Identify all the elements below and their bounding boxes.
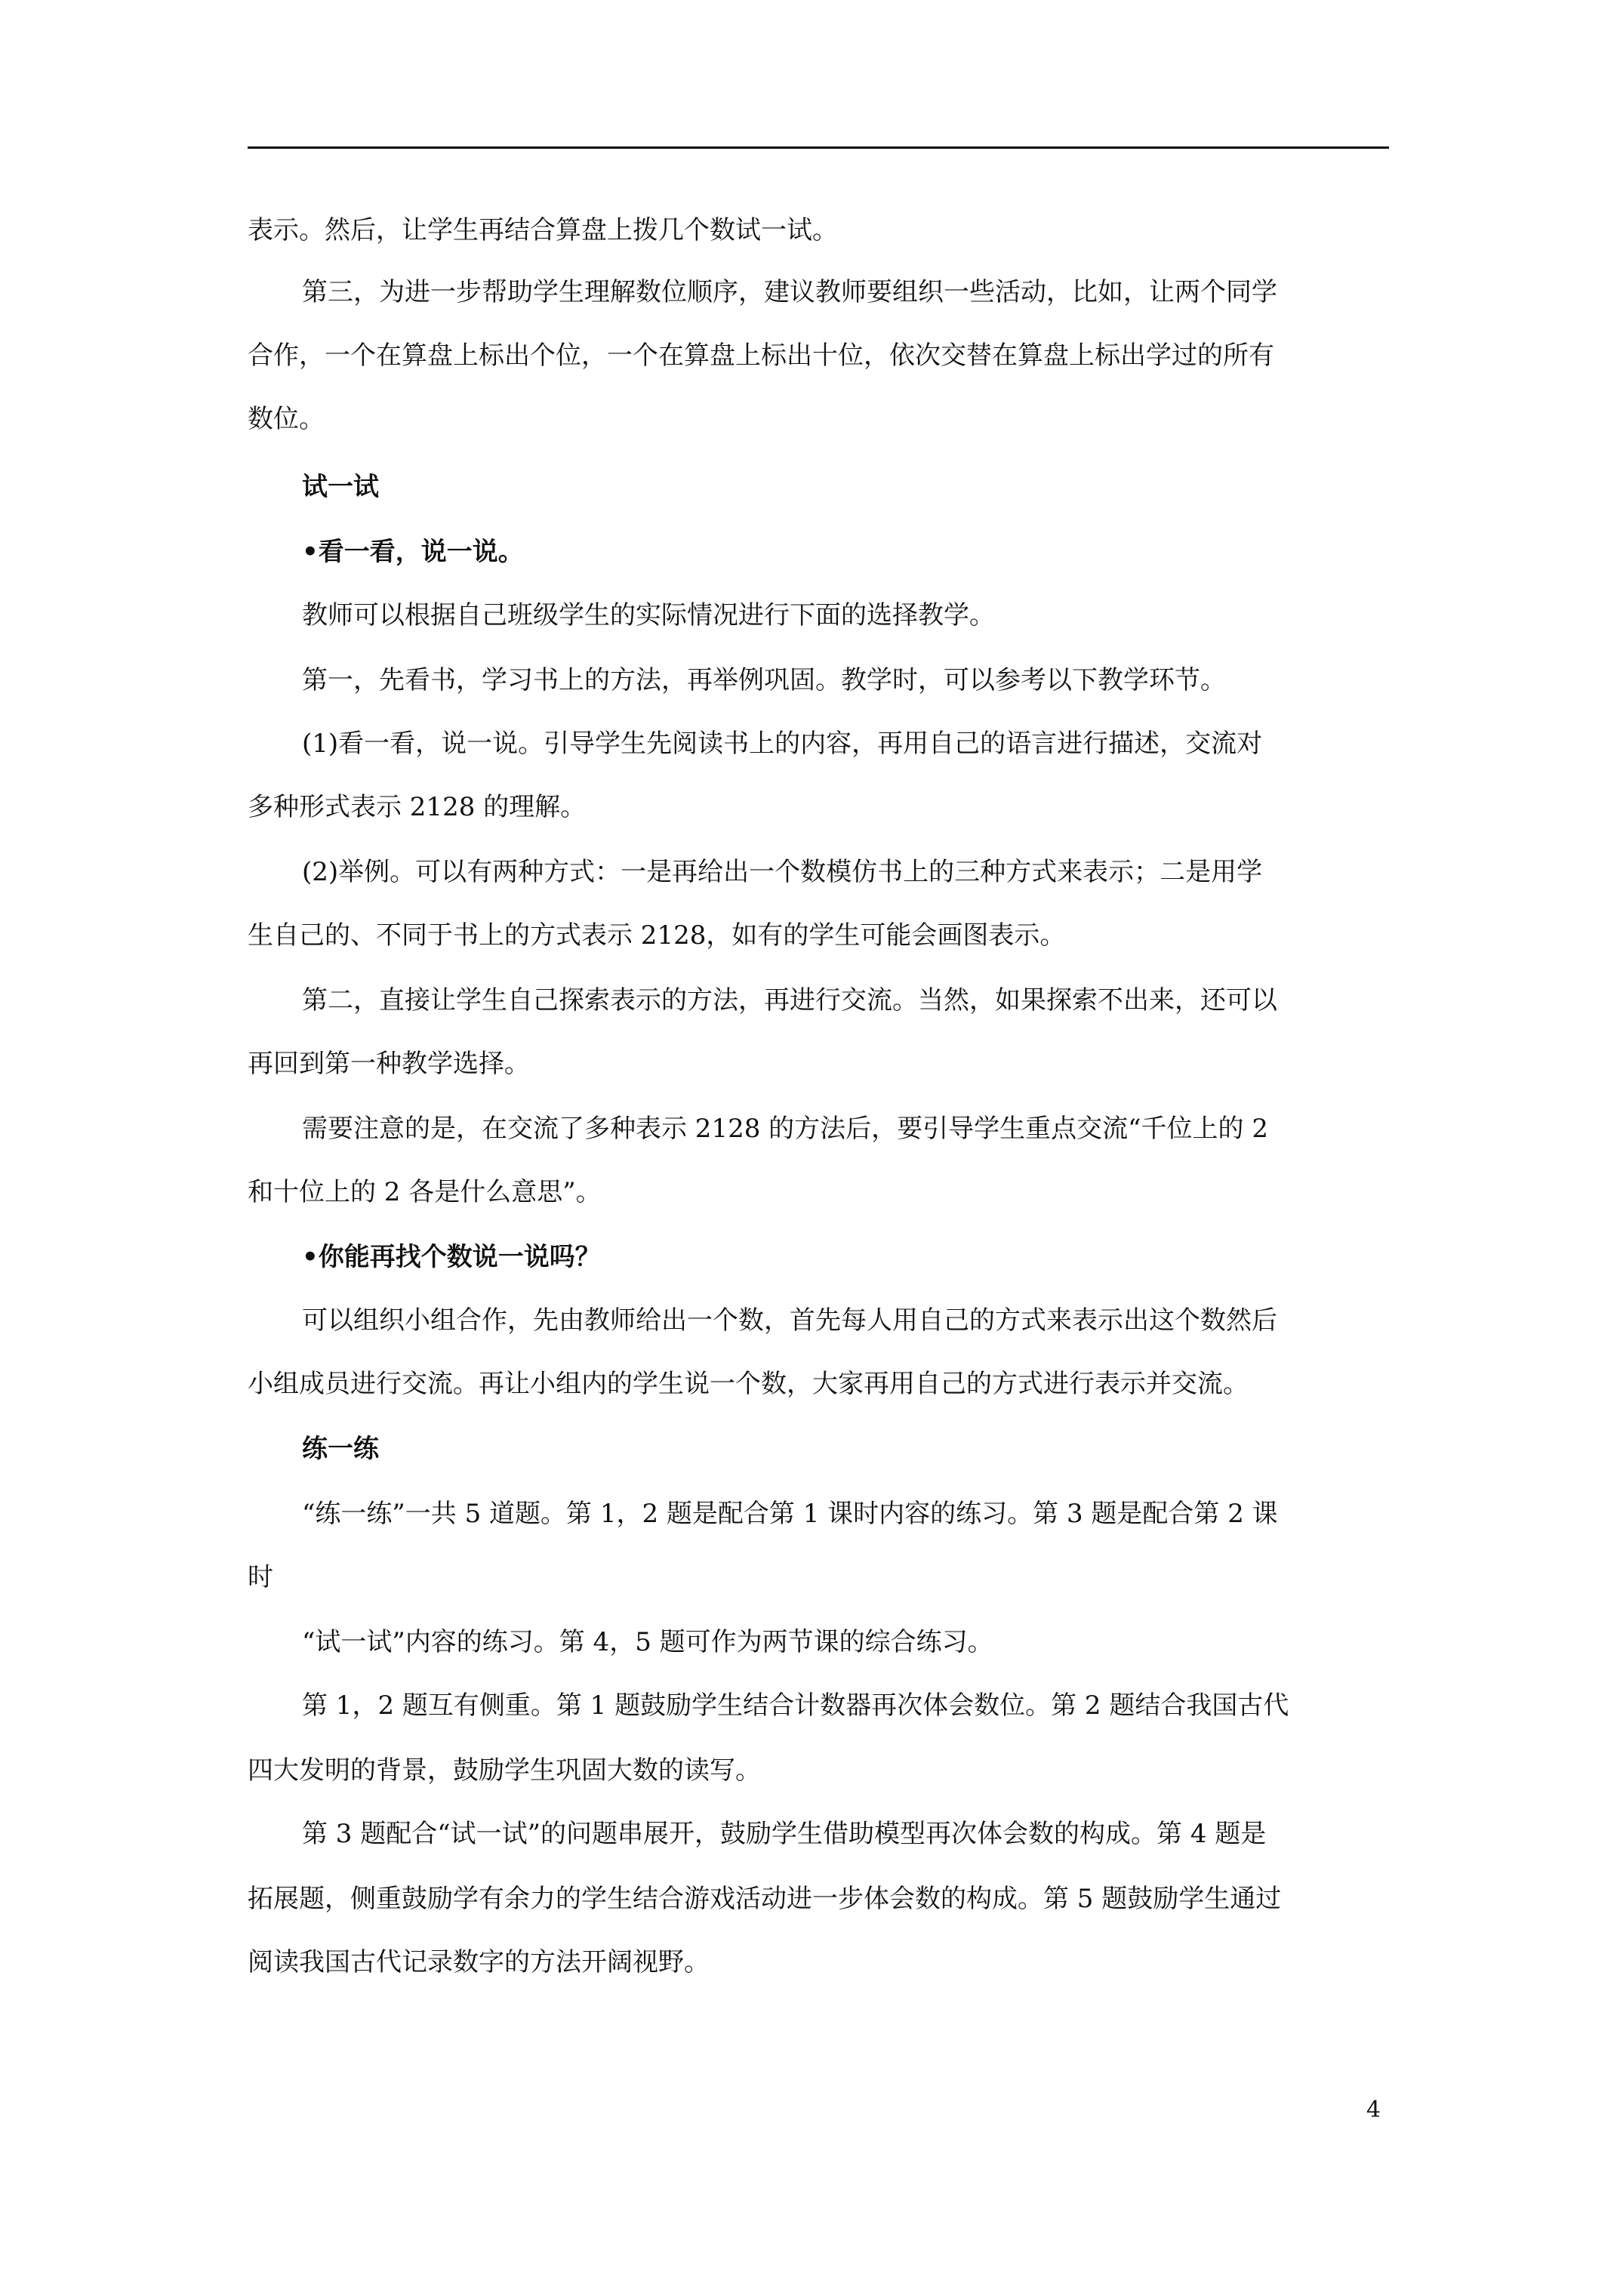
text-line: (1)看一看，说一说。引导学生先阅读书上的内容，再用自己的语言进行描述，交流对 [302,729,1263,759]
text-line: 表示。然后，让学生再结合算盘上拨几个数试一试。 [248,215,838,245]
subsection-heading: •你能再找个数说一说吗？ [302,1242,601,1272]
text-line: 第 3 题配合“试一试”的问题串展开，鼓励学生借助模型再次体会数的构成。第 4 题是 [302,1819,1267,1849]
text-line: 小组成员进行交流。再让小组内的学生说一个数，大家再用自己的方式进行表示并交流。 [248,1369,1249,1399]
text-line: 合作，一个在算盘上标出个位，一个在算盘上标出十位，依次交替在算盘上标出学过的所有 [248,341,1274,371]
text-line: 第三，为进一步帮助学生理解数位顺序，建议教师要组织一些活动，比如，让两个同学 [302,277,1277,307]
text-line: 四大发明的背景，鼓励学生巩固大数的读写。 [248,1755,761,1786]
subsection-heading: •看一看，说一说。 [302,537,524,567]
text-line: 拓展题，侧重鼓励学有余力的学生结合游戏活动进一步体会数的构成。第 5 题鼓励学生通过 [248,1884,1282,1914]
text-line: 教师可以根据自己班级学生的实际情况进行下面的选择教学。 [302,600,995,630]
text-line: 生自己的、不同于书上的方式表示 2128，如有的学生可能会画图表示。 [248,920,1066,951]
section-heading: 试一试 [302,472,379,502]
text-line: 可以组织小组合作，先由教师给出一个数，首先每人用自己的方式来表示出这个数然后 [302,1305,1277,1336]
text-line: 第一，先看书，学习书上的方法，再举例巩固。教学时，可以参考以下教学环节。 [302,665,1226,695]
text-line: 第二，直接让学生自己探索表示的方法，再进行交流。当然，如果探索不出来，还可以 [302,985,1277,1015]
text-line: 和十位上的 2 各是什么意思”。 [248,1177,602,1207]
text-line: 需要注意的是，在交流了多种表示 2128 的方法后，要引导学生重点交流“千位上的 2 [302,1114,1268,1144]
text-line: 第 1，2 题互有侧重。第 1 题鼓励学生结合计数器再次体会数位。第 2 题结合我国古代 [302,1690,1289,1721]
text-line: 多种形式表示 2128 的理解。 [248,792,587,822]
text-line: “练一练”一共 5 道题。第 1，2 题是配合第 1 课时内容的练习。第 3 题是配合第 2 课 [302,1499,1278,1529]
page-number: 4 [1366,2097,1381,2123]
text-line: 时 [248,1562,273,1592]
section-heading: 练一练 [302,1434,379,1464]
text-line: “试一试”内容的练习。第 4，5 题可作为两节课的综合练习。 [302,1627,993,1657]
text-line: 阅读我国古代记录数字的方法开阔视野。 [248,1947,710,1977]
header-rule [248,146,1389,149]
text-line: 再回到第一种教学选择。 [248,1049,530,1079]
text-line: 数位。 [248,404,325,434]
text-line: (2)举例。可以有两种方式：一是再给出一个数模仿书上的三种方式来表示；二是用学 [302,857,1263,887]
